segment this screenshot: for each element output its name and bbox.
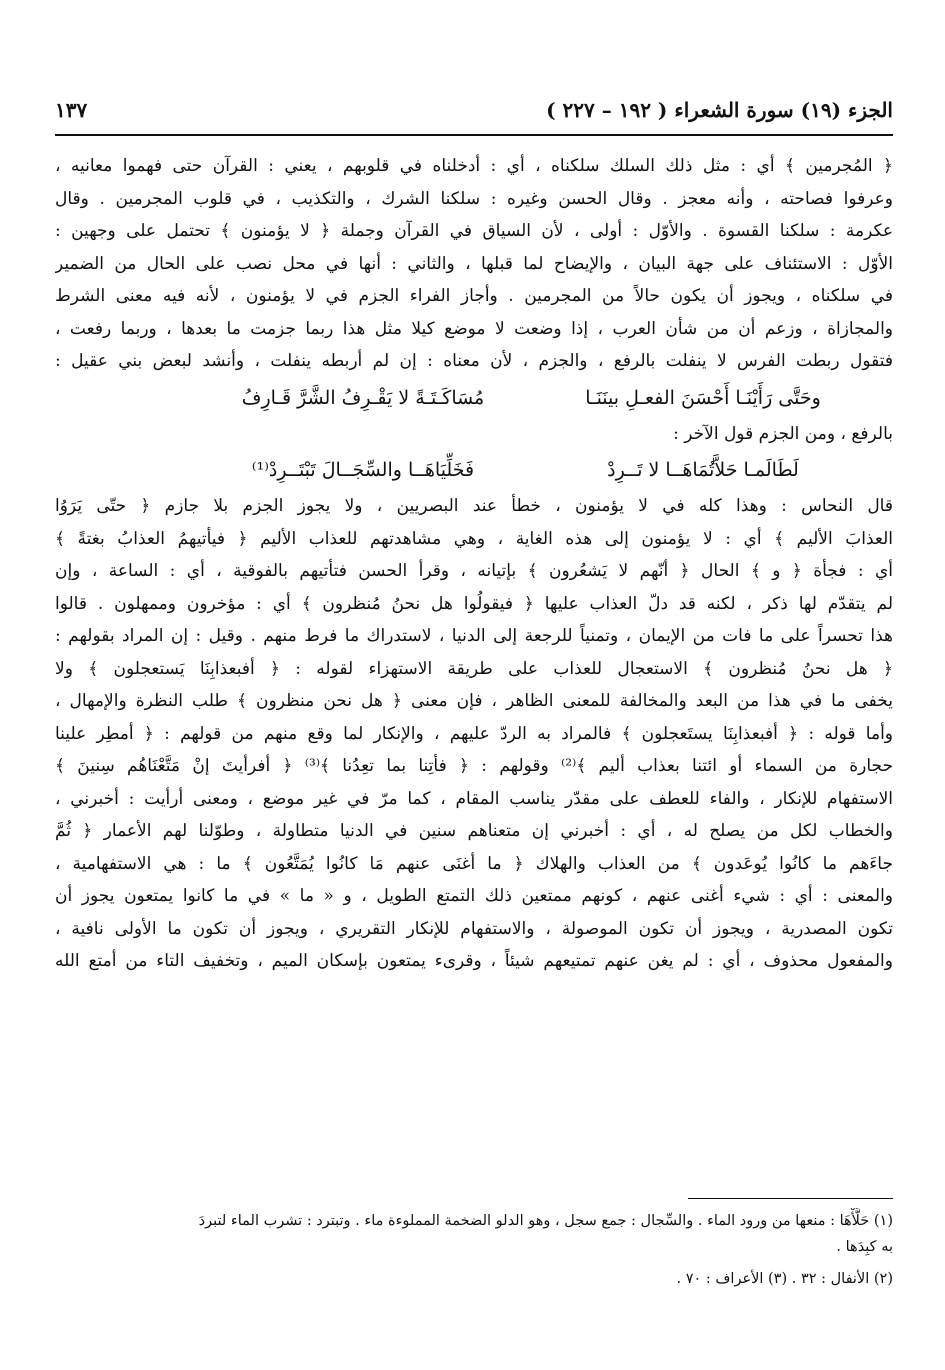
text-line: في سلكناه ، ويجوز أن يكون حالاً من المجرمين . وأجاز الفراء الجزم في لا يؤمنون ، لأنه فيه معنى الشرط — [55, 286, 893, 306]
text-line: بالرفع ، ومن الجزم قول الآخر : — [673, 423, 893, 444]
text-line: جاءَهم ما كانُوا يُوعَدون ﴾ من العذاب والهلاك ﴿ ما أغنَى عنهم مَا كانُوا يُمَتَّعُون ﴾ ما : هي الاستفهامية ، — [55, 853, 893, 874]
poetry-verse-2 — [55, 450, 893, 490]
verse-2-first-hemistich: لَطَالَمـا حَلاَّتُمَاهَــا لا تَــرِدْ — [607, 459, 799, 481]
text-line: الأوّل : الاستئناف على جهة البيان ، والإيضاح لما قبلها ، والثاني : أنها في محل نصب على الحال من الضمير — [55, 253, 893, 274]
text-line: العذابَ الأليم ﴾ أي : لا يؤمنون إلى هذه الغاية ، وهي مشاهدتهم للعذاب الأليم ﴿ فيأتيهمُ العذابُ بغتةً ﴾ — [55, 528, 893, 549]
text-line: وأما قوله : ﴿ أفبعذابِنَا يستَعجلون ﴾ فالمراد به الردّ عليهم ، والإنكار لما وقع منهم من قولهم : ﴿ أمطِر علينا — [55, 723, 893, 744]
text-line: قال النحاس : وهذا كله في لا يؤمنون ، خطأ عند البصريين ، ولا يجوز الجزم بلا جازم ﴿ حتّى يَرَوُا — [55, 496, 893, 516]
text-line: الاستفهام للإنكار ، والفاء للعطف على مقدّر يناسب المقام ، كما مرّ في غير موضع ، ومعنى أرأيت : أخبرني ، — [55, 788, 893, 809]
poetry-verse-1 — [55, 378, 893, 418]
verse-1-first-hemistich: وحَتَّى رَأَيْنَـا أَحْسَنَ الفعـلِ بينَنَـا — [585, 386, 821, 409]
text-line: والخطاب لكل من يصلح له ، أي : أخبرني إن متعناهم سنين في الدنيا متطاولة ، وطوّلنا لهم الأعمار ﴿ ثُمَّ — [55, 821, 893, 841]
footnotes — [55, 1208, 893, 1292]
page-number: ١٣٧ — [55, 98, 88, 122]
verse-1-second-hemistich: مُسَاكَـتَـةً لا يَقْـرِفُ الشَّرَّ قَـارِفُ — [241, 386, 485, 409]
text-line: ﴿ المُجرمين ﴾ أي : مثل ذلك السلك سلكناه ، أي : أدخلناه في قلوبهم ، يعني : القرآن حتى فهموا معانيه ، — [55, 156, 893, 176]
text-line: لم يتقدّم لها ذكر ، لكنه قد دلّ العذاب عليها ﴿ فيقولُوا هل نحنُ مُنظرون ﴾ أي : مؤخرون وممهلون . قالوا — [55, 593, 893, 614]
text-line: تكون المصدرية ، ويجوز أن تكون الموصولة ، والاستفهام للإنكار التقريري ، ويجوز أن تكون ما الأولى نافية ، — [55, 918, 893, 939]
text-line: هذا تحسراً على ما فات من الإيمان ، وتمنياً للرجعة إلى الدنيا ، لاستدراك ما فرط منهم . وقيل : إن المراد بقولهم : — [55, 626, 893, 646]
footnote-1-line-2: به كبِدَها . — [836, 1239, 893, 1255]
verse-2-second-hemistich: فَخَلِّيَاهَــا والسِّجَــالَ تَبْتَــرِدْ⁽¹⁾ — [251, 459, 475, 481]
text-line: يخفى ما في هذا من البعد والمخالفة للمعنى الظاهر ، فإن معنى ﴿ هل نحن منظرون ﴾ طلب النظرة والإمهال ، — [55, 691, 893, 711]
text-line: أي : فجأة ﴿ و ﴾ الحال ﴿ أنّهم لا يَشعُرون ﴾ بإتيانه ، وقرأ الحسن فتأتيهم بالفوقية ، أي : الساعة ، وإن — [55, 561, 893, 581]
book-page — [55, 90, 893, 1340]
text-line: فتقول ربطت الفرس لا ينفلت بالرفع ، والجزم ، لأن معناه : إن لم أربطه ينفلت ، وأنشد لبعض بني عقيل : — [55, 351, 893, 371]
text-line: والمجازاة ، وزعم أن من شأن العرب ، إذا وضعت لا موضع كيلا مثل هذا ربما جزمت ما بعدها ، وربما رفعت ، — [55, 318, 893, 339]
footnote-1-line-1: (١) حَلَّأْهَا : منعها من ورود الماء . والسِّجال : جمع سجل ، وهو الدلو الضخمة المملوءة ماء . وتبترد : تشرب الماء لتبردَ — [198, 1213, 893, 1229]
text-line: ﴿ هل نحنُ مُنظرون ﴾ الاستعجال للعذاب على طريقة الاستهزاء لقوله : ﴿ أفبعذابِنَا يَستعجلون ﴾ ولا — [55, 658, 893, 679]
footnote-divider — [688, 1198, 893, 1199]
text-line: حجارة من السماء أو ائتنا بعذاب أليم ﴾⁽²⁾ وقولهم : ﴿ فأتِنا بما تعِدُنا ﴾⁽³⁾ ﴿ أفرأيتَ إنْ مَتَّعْنَاهُم سِنينَ ﴾ — [55, 756, 893, 776]
running-header — [55, 90, 893, 136]
running-title: الجزء (١٩) سورة الشعراء ( ١٩٢ – ٢٢٧ ) — [546, 98, 893, 122]
footnote-2-3: (٢) الأنفال : ٣٢ . (٣) الأعراف : ٧٠ . — [676, 1271, 893, 1287]
text-line: وعرفوا فصاحته ، وأنه معجز . وقال الحسن وغيره : سلكنا الشرك ، والتكذيب ، في قلوب المجرمين . وقال — [55, 188, 893, 209]
text-line: والمعنى : أي : شيء أغنى عنهم ، كونهم ممتعين ذلك التمتع الطويل ، و « ما » في ما كانوا يمتعون يجوز أن — [55, 886, 893, 906]
text-line: عكرمة : سلكنا القسوة . والأوّل : أولى ، لأن السياق في القرآن وجملة ﴿ لا يؤمنون ﴾ تحتمل على وجهين : — [55, 221, 893, 241]
main-text — [55, 150, 893, 978]
text-line: والمفعول محذوف ، أي : لم يغن عنهم تمتيعهم شيئاً ، وقرىء يمتعون بإسكان الميم ، وتخفيف التاء من أمتع الله — [55, 951, 893, 971]
